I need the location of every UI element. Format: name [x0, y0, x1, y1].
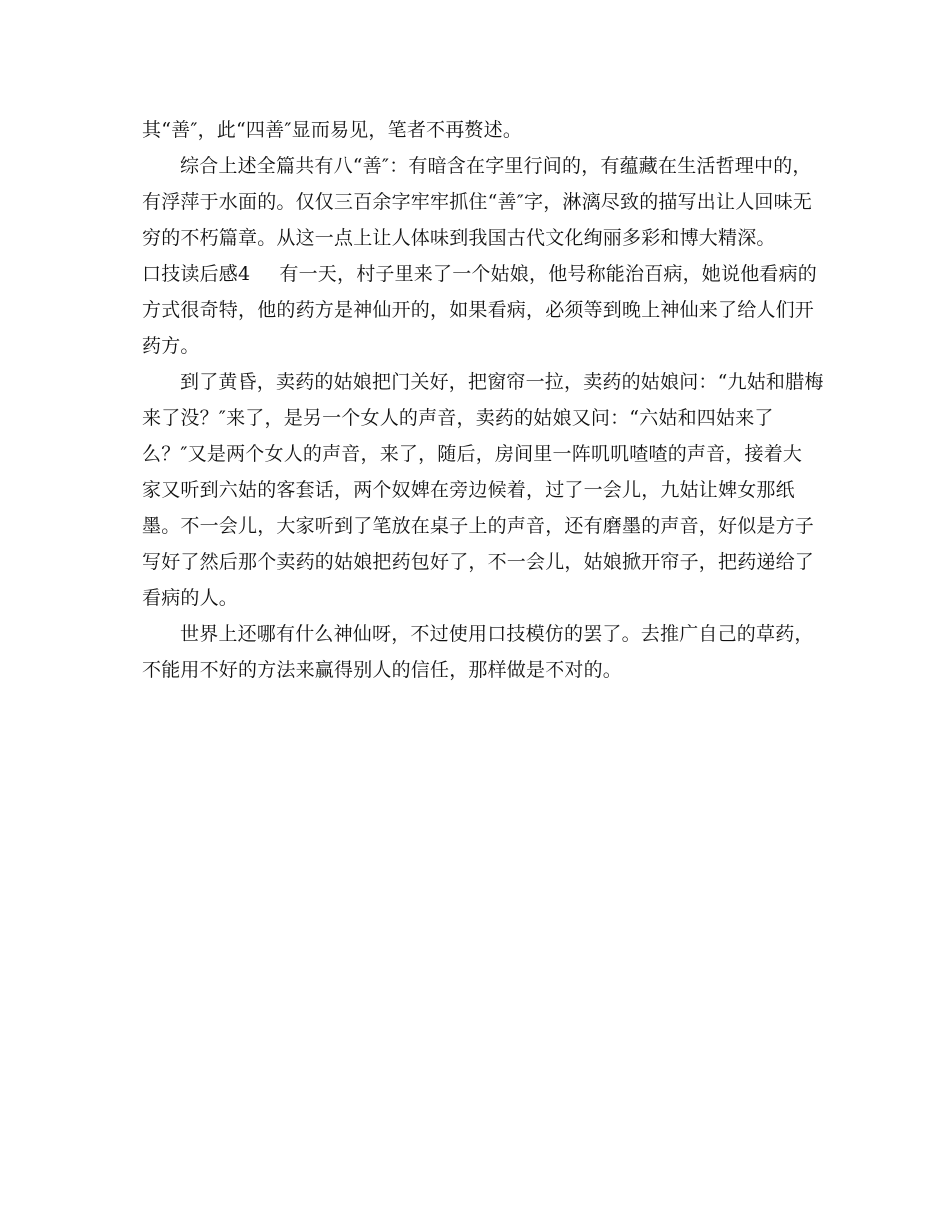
text-line: 来了没？″来了，是另一个女人的声音，卖药的姑娘又问：“六姑和四姑来了: [142, 407, 774, 429]
text-line: 到了黄昏，卖药的姑娘把门关好，把窗帘一拉，卖药的姑娘问：“九姑和腊梅: [180, 371, 824, 393]
text-line: 方式很奇特，他的药方是神仙开的，如果看病，必须等到晚上神仙来了给人们开: [142, 299, 815, 321]
text-line: 写好了然后那个卖药的姑娘把药包好了，不一会儿，姑娘掀开帘子，把药递给了: [142, 551, 815, 573]
text-line: 家又听到六姑的客套话，两个奴婢在旁边候着，过了一会儿，九姑让婢女那纸: [142, 479, 795, 501]
text-line: 其“善″，此“四善″显而易见，笔者不再赘述。: [142, 119, 523, 141]
text-line: 么？″又是两个女人的声音，来了，随后，房间里一阵叽叽喳喳的声音，接着大: [142, 443, 803, 465]
text-line: 看病的人。: [142, 587, 239, 609]
text-line: 有一天，村子里来了一个姑娘，他号称能治百病，她说他看病的: [279, 263, 817, 285]
text-line: 有浮萍于水面的。仅仅三百余字牢牢抓住“善″字，淋漓尽致的描写出让人回味无: [142, 191, 813, 213]
text-line: 世界上还哪有什么神仙呀，不过使用口技模仿的罢了。去推广自己的草药，: [180, 623, 814, 645]
document-page: [142, 112, 824, 688]
heading-text-line: [142, 256, 817, 292]
text-line: 穷的不朽篇章。从这一点上让人体味到我国古代文化绚丽多彩和博大精深。: [142, 227, 776, 249]
section-heading: 口技读后感4: [142, 263, 251, 285]
text-line: 药方。: [142, 335, 200, 357]
text-line: 不能用不好的方法来赢得别人的信任，那样做是不对的。: [142, 659, 623, 681]
text-line: 墨。不一会儿，大家听到了笔放在桌子上的声音，还有磨墨的声音，好似是方子: [142, 515, 815, 537]
text-line: 综合上述全篇共有八“善″：有暗含在字里行间的，有蕴藏在生活哲理中的，: [180, 155, 812, 177]
